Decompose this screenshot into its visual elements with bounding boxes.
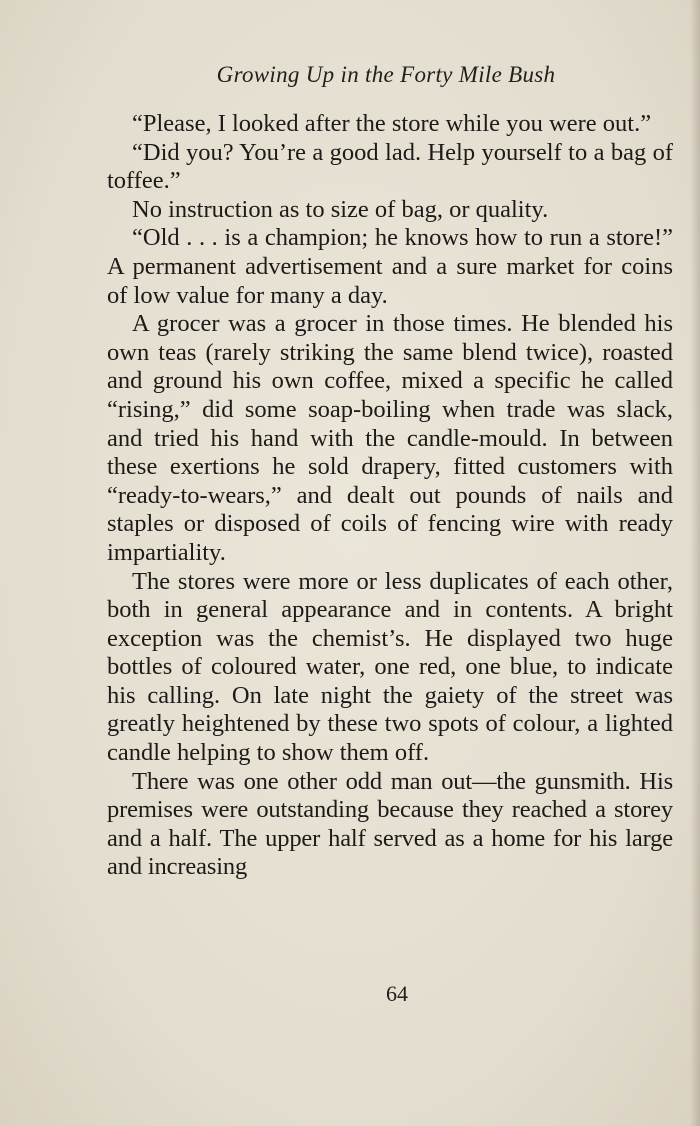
paragraph-6: The stores were more or less duplicates of each other, both in general appearance and in contents. A bright exception was the chemist’s. He displayed two huge bottles of coloured water, one red, one blue, to indicate his calling. On late night the gaiety of the street was greatly heightened by these two spots of colour, a lighted candle helping to show them off. — [107, 567, 673, 767]
paragraph-3: No instruction as to size of bag, or quality. — [132, 195, 549, 223]
page-body — [107, 110, 673, 882]
paragraph-4: “Old . . . is a champion; he knows how to run a store!” A permanent advertisement and a sure market for coins of low value for many a day. — [107, 224, 673, 309]
page-edge-shadow — [690, 0, 700, 1126]
paragraph-1: “Please, I looked after the store while you were out.” — [132, 110, 652, 137]
paragraph-2: “Did you? You’re a good lad. Help yourself to a bag of toffee.” — [107, 138, 673, 195]
page-number: 64 — [386, 981, 408, 1006]
running-head: Growing Up in the Forty Mile Bush — [216, 62, 556, 87]
paragraph-5: A grocer was a grocer in those times. He blended his own teas (rarely striking the same blend twice), roasted and ground his own coffee, mixed a specific he called “rising,” did some soap-boiling when trade was slack, and tried his hand with the candle-mould. In between these exertions he sold drapery, fitted customers with “ready-to-wears,” and dealt out pounds of nails and staples or disposed of coils of fencing wire with ready impartiality. — [107, 310, 673, 566]
paragraph-7: There was one other odd man out—the gunsmith. His premises were outstanding because they reached a storey and a half. The upper half served as a home for his large and increasing — [107, 767, 673, 881]
